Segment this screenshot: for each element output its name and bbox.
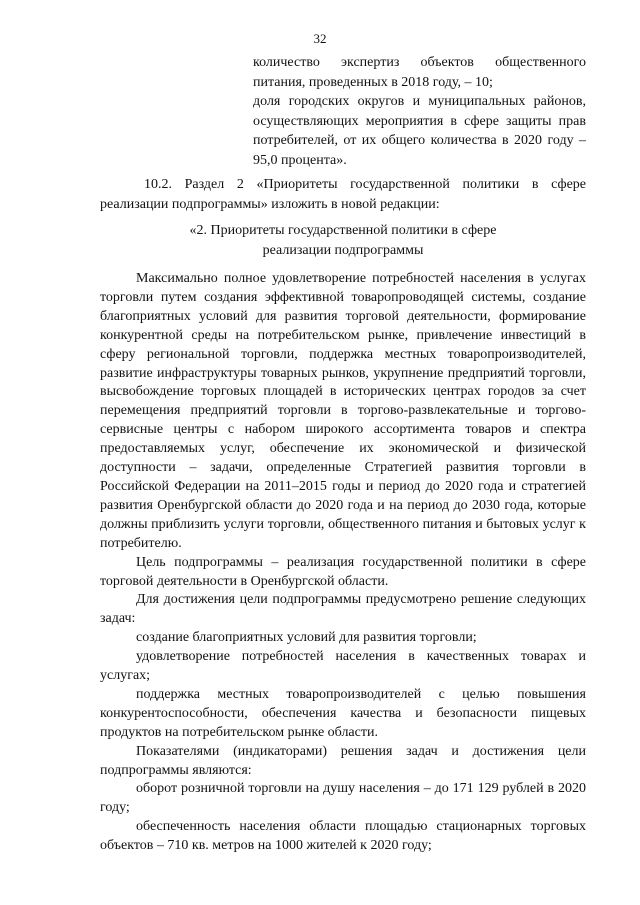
amendment-paragraph: 10.2. Раздел 2 «Приоритеты государственной политики в сфере реализации подпрограммы» изложить в новой редакции: <box>100 177 586 212</box>
section-heading <box>100 221 586 261</box>
list-item: удовлетворение потребностей населения в качественных товарах и услугах; <box>100 649 586 684</box>
list-item: поддержка местных товаропроизводителей с целью повышения конкурентоспособности, обеспечения качества и безопасности пищевых продуктов на потребительском рынке области. <box>100 686 586 740</box>
paragraph: Для достижения цели подпрограммы предусмотрено решение следующих задач: <box>100 592 586 627</box>
list-item: доля городских округов и муниципальных районов, осуществляющих мероприятия в сфере защиты прав потребителей, от их общего количества в 2020 году – 95,0 процента». <box>253 94 586 168</box>
continued-list <box>253 53 586 171</box>
section-heading-line: реализации подпрограммы <box>262 243 424 258</box>
section-heading-line: «2. Приоритеты государственной политики в сфере <box>189 223 497 238</box>
list-item: создание благоприятных условий для развития торговли; <box>136 630 477 646</box>
list-item: обеспеченность населения области площадью стационарных торговых объектов – 710 кв. метров на 1000 жителей к 2020 году; <box>100 819 586 854</box>
paragraph: Цель подпрограммы – реализация государственной политики в сфере торговой деятельности в Оренбургской области. <box>100 554 586 589</box>
page-number: 32 <box>313 31 327 46</box>
list-item: количество экспертиз объектов общественного питания, проведенных в 2018 году, – 10; <box>253 55 586 90</box>
paragraph: Показателями (индикаторами) решения задач и достижения цели подпрограммы являются: <box>100 743 586 778</box>
list-item: оборот розничной торговли на душу населения – до 171 129 рублей в 2020 году; <box>100 781 586 816</box>
paragraph: Максимально полное удовлетворение потребностей населения в услугах торговли путем создания эффективной товаропроводящей системы, создание благоприятных условий для развития торговой деятельности, формирование конкурентной среды на потребительском рынке, привлечение инвестиций в сферу региональной торговли, поддержка местных товаропроизводителей, развитие инфраструктуры товарных рынков, укрупнение предприятий торговли, высвобождение торговых площадей в исторических центрах городов за счет перемещения предприятий торговли в торгово-развлекательные и торгово-сервисные центры с набором широкого ассортимента товаров и спектра предоставляемых услуг, обеспечение их экономической и физической доступности – задачи, определенные Стратегией развития торговли в Российской Федерации на 2011–2015 годы и период до 2020 года и стратегией развития Оренбургской области до 2020 года и на период до 2030 года, которые должны приблизить услуги торговли, общественного питания и бытовых услуг к потребителю. <box>100 271 586 551</box>
section-body <box>100 270 586 856</box>
